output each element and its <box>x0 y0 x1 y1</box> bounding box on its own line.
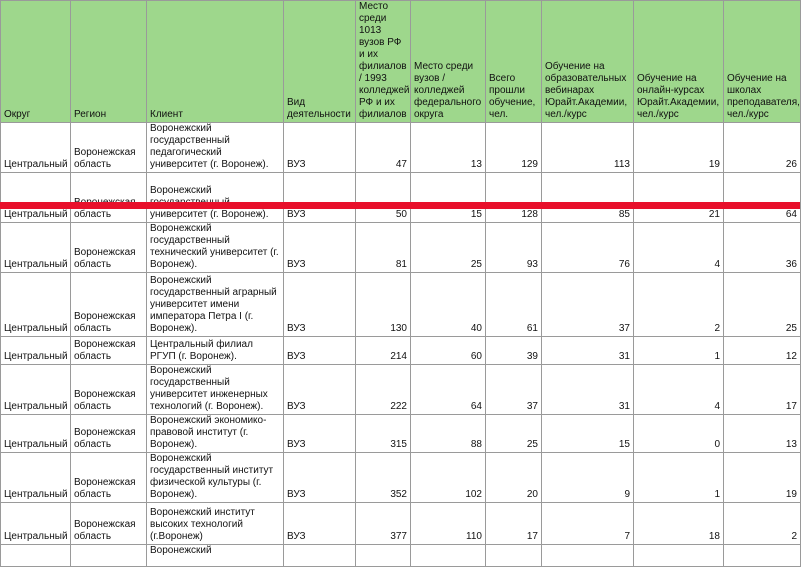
cell-client[interactable]: Воронежский институт высоких технологий (г.Воронеж) <box>147 503 284 545</box>
cell-webinars[interactable]: 7 <box>542 503 634 545</box>
column-header-activity[interactable]: Вид деятельности <box>284 1 356 123</box>
cell-okrug[interactable]: Центральный <box>1 365 71 415</box>
table-row <box>1 415 801 453</box>
cell-total[interactable]: 20 <box>486 453 542 503</box>
cell-activity[interactable]: ВУЗ <box>284 173 356 223</box>
cell-online[interactable]: 4 <box>634 223 724 273</box>
cell-region[interactable] <box>71 545 147 567</box>
column-header-webinars[interactable]: Обучение на образовательных вебинарах Юрайт.Академии, чел./курс <box>542 1 634 123</box>
cell-place-rf[interactable] <box>356 545 411 567</box>
cell-region[interactable]: Воронежская область <box>71 273 147 337</box>
cell-online[interactable]: 21 <box>634 173 724 223</box>
column-header-client[interactable]: Клиент <box>147 1 284 123</box>
cell-webinars[interactable]: 31 <box>542 337 634 365</box>
cell-schools[interactable]: 2 <box>724 503 801 545</box>
cell-client[interactable]: Воронежский <box>147 545 284 567</box>
cell-client[interactable]: Воронежский государственный технический университет (г. Воронеж). <box>147 223 284 273</box>
cell-webinars[interactable]: 113 <box>542 123 634 173</box>
cell-place-fo[interactable]: 64 <box>411 365 486 415</box>
cell-activity[interactable]: ВУЗ <box>284 337 356 365</box>
cell-total[interactable]: 17 <box>486 503 542 545</box>
cell-total[interactable]: 61 <box>486 273 542 337</box>
cell-activity[interactable]: ВУЗ <box>284 365 356 415</box>
cell-total[interactable]: 37 <box>486 365 542 415</box>
column-header-schools[interactable]: Обучение на школах преподавателя, чел./курс <box>724 1 801 123</box>
cell-place-rf[interactable]: 130 <box>356 273 411 337</box>
cell-okrug[interactable]: Центральный <box>1 273 71 337</box>
cell-schools[interactable]: 12 <box>724 337 801 365</box>
cell-online[interactable]: 2 <box>634 273 724 337</box>
column-header-place-fo[interactable]: Место среди вузов / колледжей федерального округа <box>411 1 486 123</box>
cell-webinars[interactable]: 85 <box>542 173 634 223</box>
cell-online[interactable]: 0 <box>634 415 724 453</box>
cell-okrug[interactable]: Центральный <box>1 453 71 503</box>
cell-activity[interactable] <box>284 545 356 567</box>
cell-region[interactable]: Воронежская область <box>71 453 147 503</box>
cell-place-fo[interactable]: 88 <box>411 415 486 453</box>
cell-webinars[interactable]: 9 <box>542 453 634 503</box>
cell-webinars[interactable] <box>542 545 634 567</box>
cell-schools[interactable]: 19 <box>724 453 801 503</box>
cell-place-fo[interactable] <box>411 545 486 567</box>
cell-client[interactable]: Воронежский государственный аграрный университет имени императора Петра I (г. Воронеж). <box>147 273 284 337</box>
cell-activity[interactable]: ВУЗ <box>284 123 356 173</box>
cell-online[interactable]: 18 <box>634 503 724 545</box>
cell-total[interactable] <box>486 545 542 567</box>
cell-region[interactable]: область <box>71 173 147 223</box>
cell-online[interactable]: 1 <box>634 453 724 503</box>
cell-activity[interactable]: ВУЗ <box>284 223 356 273</box>
cell-activity[interactable]: ВУЗ <box>284 415 356 453</box>
cell-place-rf[interactable]: 222 <box>356 365 411 415</box>
cell-online[interactable] <box>634 545 724 567</box>
cell-total[interactable]: 25 <box>486 415 542 453</box>
cell-client[interactable]: Воронежский экономико-правовой институт (г. Воронеж). <box>147 415 284 453</box>
cell-place-fo[interactable]: 110 <box>411 503 486 545</box>
cell-client[interactable]: Воронежский университет (г. Воронеж). <box>147 173 284 223</box>
cell-place-rf[interactable]: 47 <box>356 123 411 173</box>
cell-place-fo[interactable]: 40 <box>411 273 486 337</box>
cell-region[interactable]: Воронежская область <box>71 123 147 173</box>
cell-client[interactable]: Воронежский государственный педагогический университет (г. Воронеж). <box>147 123 284 173</box>
cell-total[interactable]: 93 <box>486 223 542 273</box>
cell-region[interactable]: Воронежская область <box>71 223 147 273</box>
cell-place-rf[interactable]: 377 <box>356 503 411 545</box>
cell-schools[interactable]: 26 <box>724 123 801 173</box>
cell-webinars[interactable]: 31 <box>542 365 634 415</box>
header-row <box>1 1 801 123</box>
cell-region[interactable]: Воронежская область <box>71 337 147 365</box>
table-row <box>1 545 801 567</box>
cell-schools[interactable]: 64 <box>724 173 801 223</box>
cell-okrug[interactable]: Центральный <box>1 337 71 365</box>
cell-activity[interactable]: ВУЗ <box>284 273 356 337</box>
cell-client[interactable]: Воронежский государственный институт физической культуры (г. Воронеж). <box>147 453 284 503</box>
cell-place-rf[interactable]: 352 <box>356 453 411 503</box>
cell-place-fo[interactable]: 15 <box>411 173 486 223</box>
cell-client[interactable]: Центральный филиал РГУП (г. Воронеж). <box>147 337 284 365</box>
cell-place-fo[interactable]: 102 <box>411 453 486 503</box>
table-row <box>1 337 801 365</box>
cell-online[interactable]: 4 <box>634 365 724 415</box>
cell-place-rf[interactable]: 50 <box>356 173 411 223</box>
column-header-region[interactable]: Регион <box>71 1 147 123</box>
column-header-place-rf[interactable]: Место среди 1013 вузов РФ и их филиалов / 1993 колледжей РФ и их филиалов <box>356 1 411 123</box>
cell-schools[interactable] <box>724 545 801 567</box>
cell-okrug[interactable]: Центральный <box>1 123 71 173</box>
table-row <box>1 273 801 337</box>
cell-total[interactable]: 128 <box>486 173 542 223</box>
table-row <box>1 503 801 545</box>
cell-client[interactable]: Воронежский государственный университет инженерных технологий (г. Воронеж). <box>147 365 284 415</box>
cell-place-fo[interactable]: 25 <box>411 223 486 273</box>
cell-schools[interactable]: 25 <box>724 273 801 337</box>
cell-okrug[interactable]: Центральный <box>1 173 71 223</box>
column-header-online[interactable]: Обучение на онлайн-курсах Юрайт.Академии, чел./курс <box>634 1 724 123</box>
table-row <box>1 173 801 223</box>
cell-activity[interactable]: ВУЗ <box>284 453 356 503</box>
cell-okrug[interactable] <box>1 545 71 567</box>
highlight-line <box>0 202 800 209</box>
cell-total[interactable]: 39 <box>486 337 542 365</box>
cell-region[interactable]: Воронежская область <box>71 415 147 453</box>
cell-schools[interactable]: 13 <box>724 415 801 453</box>
cell-region[interactable]: Воронежская область <box>71 503 147 545</box>
cell-region[interactable]: Воронежская область <box>71 365 147 415</box>
cell-schools[interactable]: 17 <box>724 365 801 415</box>
cell-schools[interactable]: 36 <box>724 223 801 273</box>
cell-total[interactable]: 129 <box>486 123 542 173</box>
column-header-okrug[interactable]: Округ <box>1 1 71 123</box>
column-header-total[interactable]: Всего прошли обучение, чел. <box>486 1 542 123</box>
table-row <box>1 365 801 415</box>
cell-place-rf[interactable]: 315 <box>356 415 411 453</box>
cell-okrug[interactable]: Центральный <box>1 415 71 453</box>
cell-online[interactable]: 19 <box>634 123 724 173</box>
cell-place-rf[interactable]: 81 <box>356 223 411 273</box>
cell-webinars[interactable]: 76 <box>542 223 634 273</box>
table-row <box>1 123 801 173</box>
cell-webinars[interactable]: 15 <box>542 415 634 453</box>
cell-online[interactable]: 1 <box>634 337 724 365</box>
table-row <box>1 223 801 273</box>
cell-place-fo[interactable]: 13 <box>411 123 486 173</box>
cell-webinars[interactable]: 37 <box>542 273 634 337</box>
cell-okrug[interactable]: Центральный <box>1 223 71 273</box>
table-row <box>1 453 801 503</box>
cell-place-rf[interactable]: 214 <box>356 337 411 365</box>
cell-place-fo[interactable]: 60 <box>411 337 486 365</box>
cell-okrug[interactable]: Центральный <box>1 503 71 545</box>
cell-activity[interactable]: ВУЗ <box>284 503 356 545</box>
